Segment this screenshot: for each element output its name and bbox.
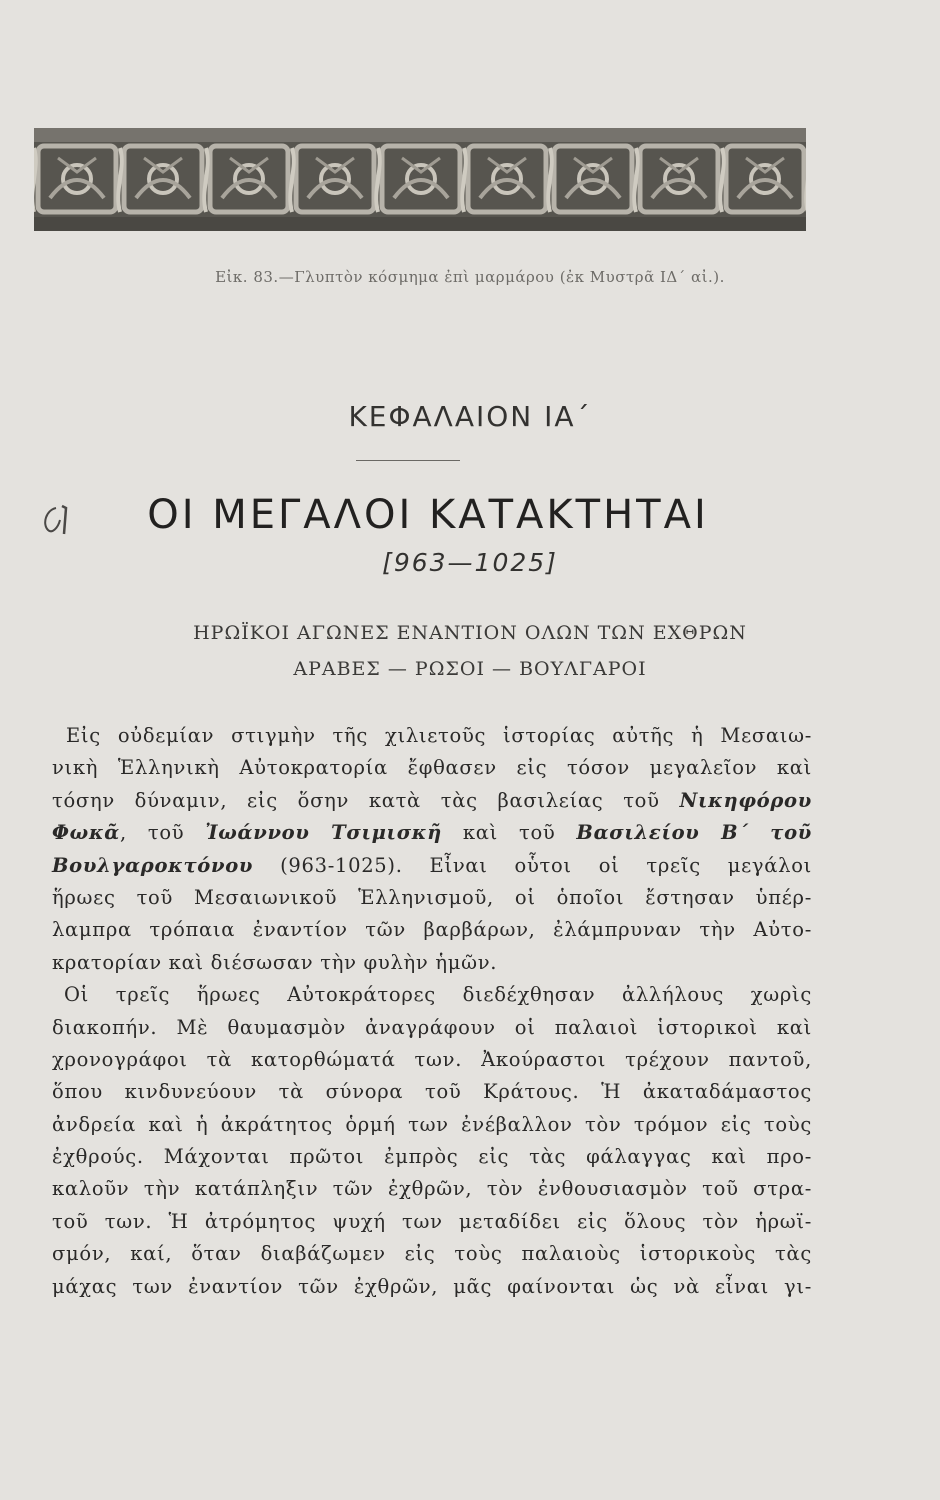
text-line: ἐχθρούς. Μάχονται πρῶτοι ἐμπρὸς εἰς τὰς φάλαγγας καὶ προ- [52,1145,812,1169]
text-fragment: καὶ τοῦ [441,821,577,845]
text-line: ὅπου κινδυνεύουν τὰ σύνορα τοῦ Κράτους. Ἡ ἀκαταδάμαστος [52,1080,812,1104]
text-line: κρατορίαν καὶ διέσωσαν τὴν φυλὴν ἡμῶν. [52,950,498,974]
text-line: καλοῦν τὴν κατάπληξιν τῶν ἐχθρῶν, τὸν ἐνθουσιασμὸν τοῦ στρα- [52,1177,812,1201]
text-line [52,850,812,882]
body-text [52,720,812,1303]
divider [356,460,460,461]
text-line: Οἱ τρεῖς ἥρωες Αὐτοκράτορες διεδέχθησαν ἀλλήλους χωρὶς [64,983,812,1007]
text-line: τοῦ των. Ἡ ἀτρόμητος ψυχή των μεταδίδει εἰς ὅλους τὸν ἡρωϊ- [52,1209,812,1233]
emperor-name: Βουλγαροκτόνου [52,853,254,877]
chapter-title: ΟΙ ΜΕΓΑΛΟΙ ΚΑΤΑΚΤΗΤΑΙ [147,492,709,538]
emperor-name: Βασιλείου Β΄ τοῦ [576,821,813,845]
emperor-name: Φωκᾶ [52,821,120,845]
text-fragment: (963-1025). Εἶναι οὗτοι οἱ τρεῖς μεγάλοι [253,853,812,877]
chapter-label: ΚΕΦΑΛΑΙΟΝ ΙΑ΄ [348,400,592,433]
emperor-name: Νικηφόρου [679,788,812,812]
chapter-dates: [963—1025] [382,548,558,577]
text-fragment: , τοῦ [119,821,206,845]
text-fragment: τόσην δύναμιν, εἰς ὅσην κατὰ τὰς βασιλείας τοῦ [52,788,680,812]
text-line: Εἰς οὐδεμίαν στιγμὴν τῆς χιλιετοῦς ἱστορίας αὐτῆς ἡ Μεσαιω- [66,724,812,747]
emperor-name: Ἰωάννου Τσιμισκῆ [205,821,442,845]
text-line [52,817,812,849]
text-line: ἥρωες τοῦ Μεσαιωνικοῦ Ἑλληνισμοῦ, οἱ ὁποῖοι ἔστησαν ὑπέρ- [52,885,812,909]
carved-marble-ornament [34,128,806,231]
text-line [52,785,812,817]
text-line: διακοπήν. Μὲ θαυμασμὸν ἀναγράφουν οἱ παλαιοὶ ἱστορικοὶ καὶ [52,1015,812,1039]
handwritten-mark-icon [38,498,82,538]
text-line: χρονογράφοι τὰ κατορθώματά των. Ἀκούραστοι τρέχουν παντοῦ, [52,1047,812,1071]
figure-caption: Εἰκ. 83.—Γλυπτὸν κόσμημα ἐπὶ μαρμάρου (ἐκ Μυστρᾶ ΙΔ΄ αἰ.). [215,268,725,286]
text-line: σμόν, καί, ὅταν διαβάζωμεν εἰς τοὺς παλαιοὺς ἱστορικοὺς τὰς [52,1242,812,1266]
text-line: μάχας των ἐναντίον τῶν ἐχθρῶν, μᾶς φαίνονται ὡς νὰ εἶναι γι- [52,1274,812,1298]
text-line: ἀνδρεία καὶ ἡ ἀκράτητος ὁρμή των ἐνέβαλλον τὸν τρόμον εἰς τοὺς [52,1112,812,1136]
chapter-subtitle-2: ΑΡΑΒΕΣ — ΡΩΣΟΙ — ΒΟΥΛΓΑΡΟΙ [293,658,647,680]
chapter-subtitle-1: ΗΡΩΪΚΟΙ ΑΓΩΝΕΣ ΕΝΑΝΤΙΟΝ ΟΛΩΝ ΤΩΝ ΕΧΘΡΩΝ [193,622,747,644]
text-line: νικὴ Ἑλληνικὴ Αὐτοκρατορία ἔφθασεν εἰς τόσον μεγαλεῖον καὶ [52,756,812,780]
text-line: λαμπρα τρόπαια ἐναντίον τῶν βαρβάρων, ἐλάμπρυναν τὴν Αὐτο- [52,918,812,942]
